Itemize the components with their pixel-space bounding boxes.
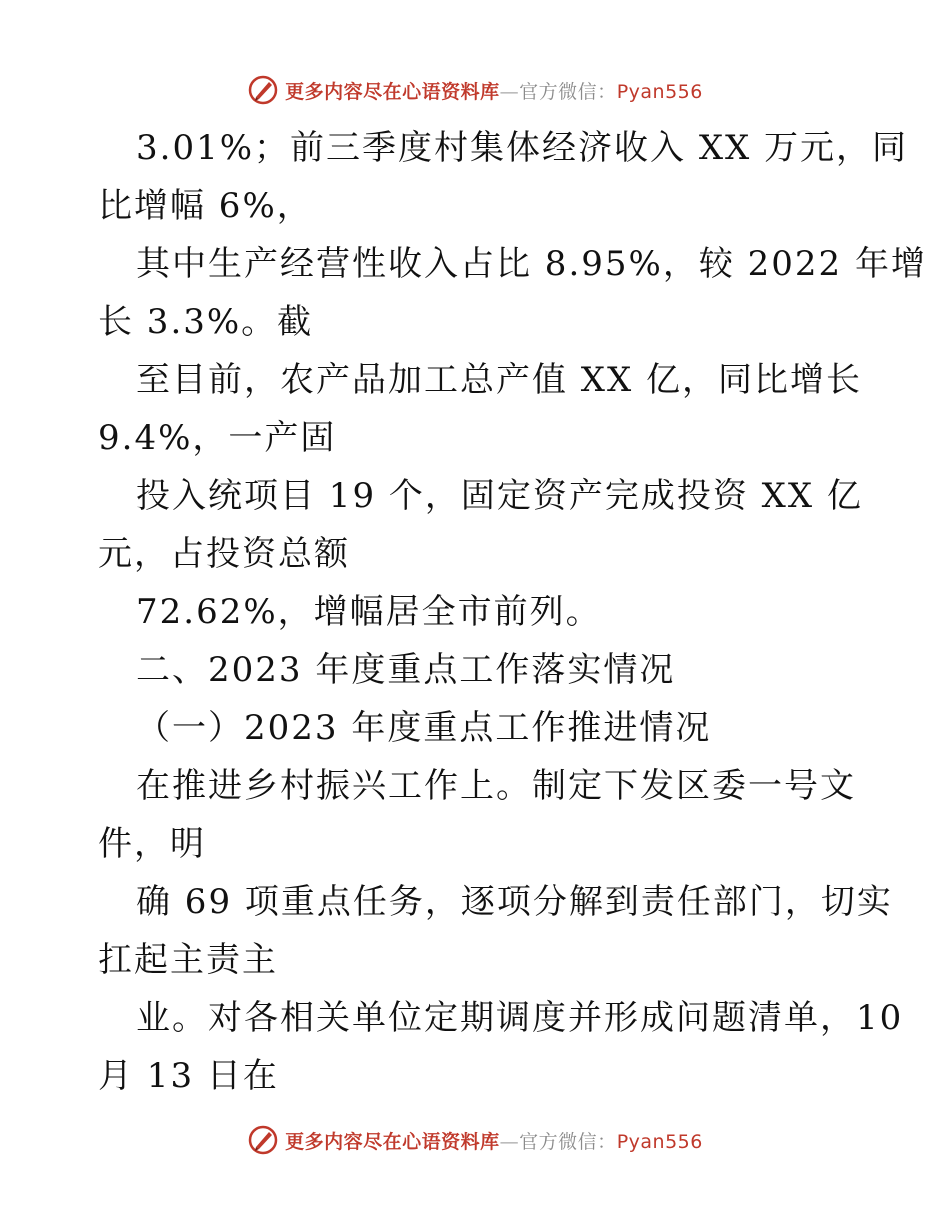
text-line-14: 确 69 项重点任务，逐项分解到责任部门，切实 xyxy=(136,882,893,922)
text-line-5: 至目前，农产品加工总产值 XX 亿，同比增长 xyxy=(136,360,863,400)
watermark-wechat-id: Pyan556 xyxy=(616,1130,703,1153)
text-line-3: 其中生产经营性收入占比 8.95%，较 2022 年增 xyxy=(136,244,927,284)
subsection-heading: （一）2023 年度重点工作推进情况 xyxy=(136,708,712,748)
watermark-dash: — xyxy=(499,1130,520,1153)
text-line-9: 72.62%，增幅居全市前列。 xyxy=(136,592,602,632)
text-line-7: 投入统项目 19 个，固定资产完成投资 XX 亿 xyxy=(136,476,863,516)
text-line-6: 9.4%，一产固 xyxy=(98,418,337,458)
text-line-15: 扛起主责主 xyxy=(98,940,278,980)
text-line-2: 比增幅 6%， xyxy=(98,186,313,226)
text-line-1: 3.01%；前三季度村集体经济收入 XX 万元，同 xyxy=(136,128,909,168)
pen-logo-icon xyxy=(247,74,279,106)
watermark-footer xyxy=(0,1120,950,1160)
section-heading: 二、2023 年度重点工作落实情况 xyxy=(136,650,676,690)
watermark-dash: — xyxy=(499,80,520,103)
watermark-wechat-id: Pyan556 xyxy=(616,80,703,103)
pen-logo-icon xyxy=(247,1124,279,1156)
watermark-official-label: 官方微信： xyxy=(519,80,617,103)
text-line-12: 在推进乡村振兴工作上。制定下发区委一号文 xyxy=(136,766,856,806)
text-line-17: 月 13 日在 xyxy=(98,1056,279,1096)
watermark-official-label: 官方微信： xyxy=(519,1130,617,1153)
watermark-brand: 更多内容尽在心语资料库 xyxy=(285,1130,500,1153)
watermark-header xyxy=(0,70,950,110)
watermark-brand: 更多内容尽在心语资料库 xyxy=(285,80,500,103)
text-line-16: 业。对各相关单位定期调度并形成问题清单，10 xyxy=(136,998,904,1038)
text-line-13: 件，明 xyxy=(98,824,206,864)
text-line-8: 元，占投资总额 xyxy=(98,534,350,574)
text-line-4: 长 3.3%。截 xyxy=(98,302,314,342)
